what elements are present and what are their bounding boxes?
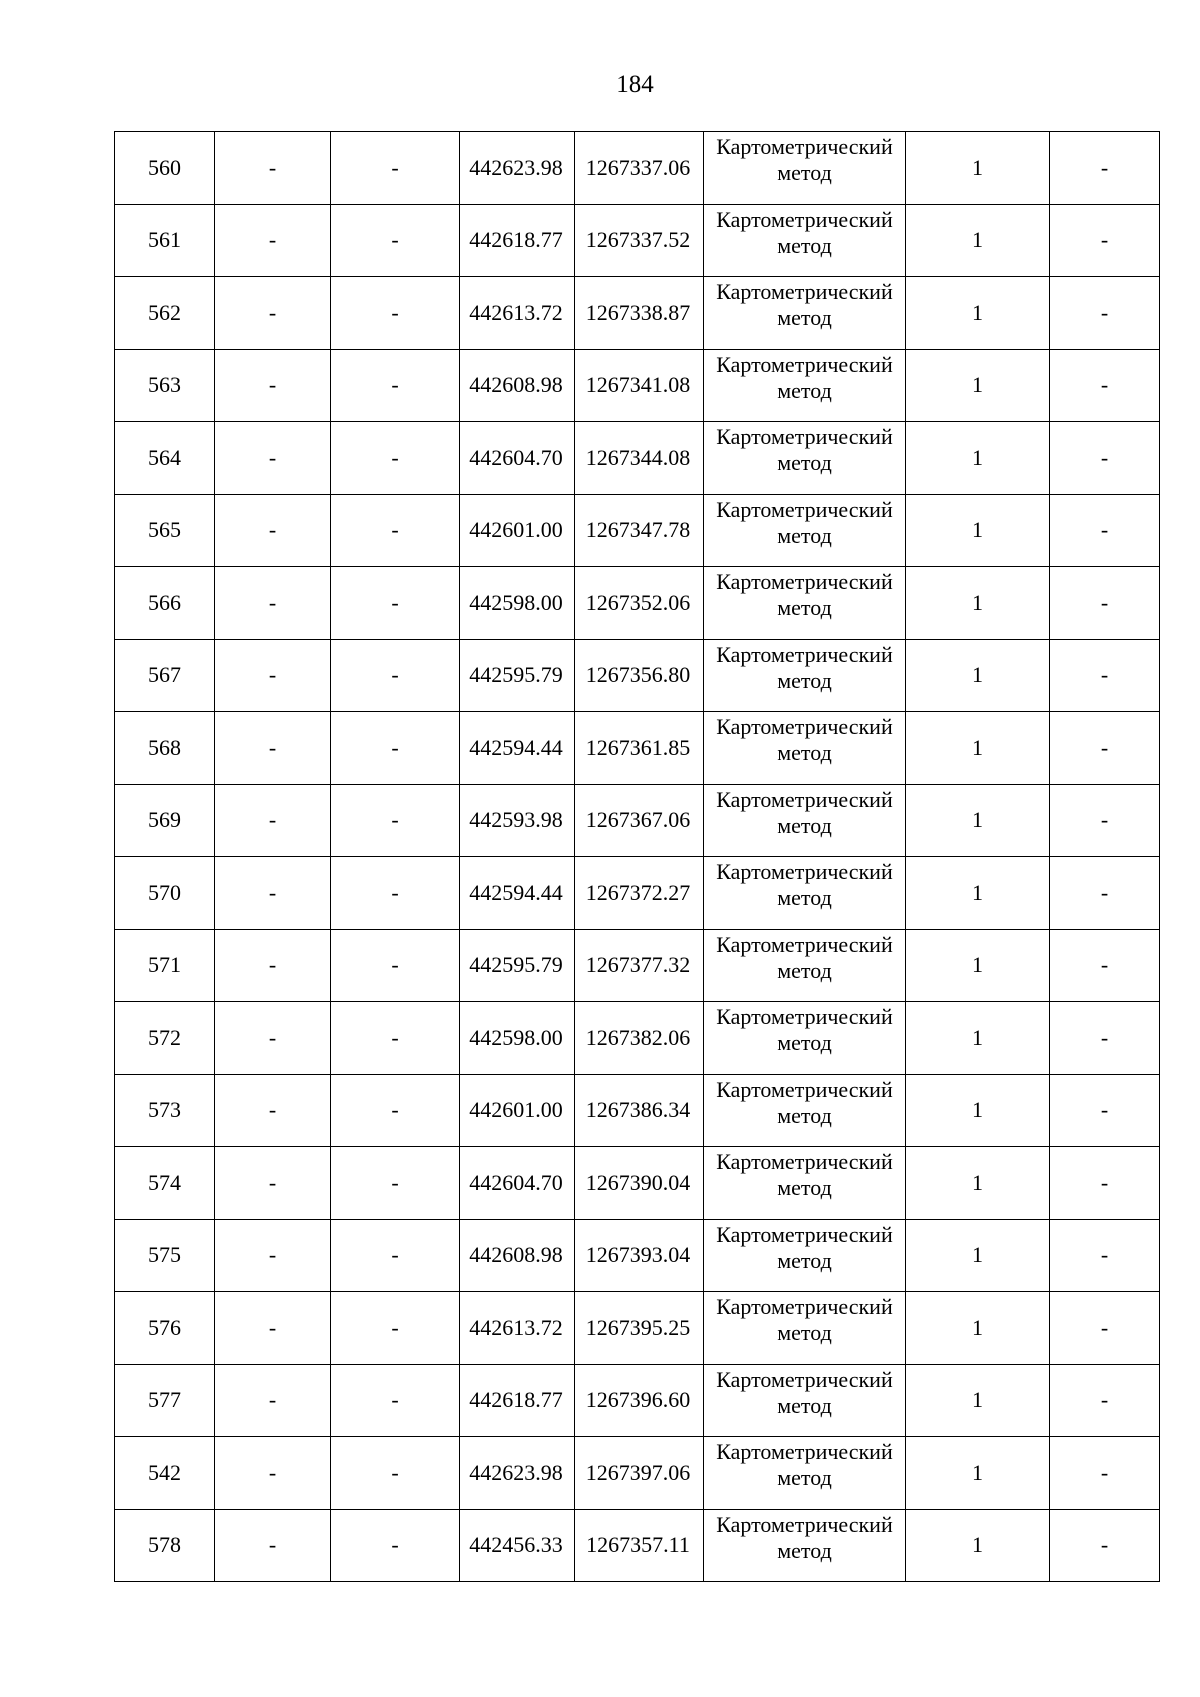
cell-x-coordinate: 442623.98 (460, 1437, 575, 1510)
cell-y-coordinate: 1267386.34 (575, 1074, 704, 1147)
cell-col3: - (331, 712, 460, 785)
cell-col2: - (215, 1219, 331, 1292)
cell-accuracy: 1 (906, 204, 1050, 277)
cell-col3: - (331, 929, 460, 1002)
method-line-1: Картометрический (716, 859, 893, 884)
cell-accuracy: 1 (906, 857, 1050, 930)
cell-col3: - (331, 1219, 460, 1292)
cell-col3: - (331, 349, 460, 422)
method-line-1: Картометрический (716, 134, 893, 159)
cell-note: - (1050, 1074, 1160, 1147)
cell-x-coordinate: 442623.98 (460, 132, 575, 205)
method-line-2: метод (777, 232, 832, 258)
method-line-1: Картометрический (716, 641, 893, 667)
cell-col3: - (331, 277, 460, 350)
cell-note: - (1050, 1509, 1160, 1582)
cell-point-number: 575 (115, 1219, 215, 1292)
cell-y-coordinate: 1267361.85 (575, 712, 704, 785)
method-line-1: Картометрический (716, 786, 893, 812)
method-line-2: метод (777, 740, 832, 765)
cell-col3: - (331, 422, 460, 495)
table-row (115, 1509, 1160, 1582)
cell-x-coordinate: 442598.00 (460, 1002, 575, 1075)
method-line-2: метод (777, 160, 832, 185)
cell-col3: - (331, 1437, 460, 1510)
cell-y-coordinate: 1267356.80 (575, 639, 704, 712)
method-line-2: метод (777, 305, 832, 330)
cell-accuracy: 1 (906, 1509, 1050, 1582)
method-line-1: Картометрический (716, 279, 893, 304)
cell-accuracy: 1 (906, 639, 1050, 712)
method-line-1: Картометрический (716, 424, 893, 449)
cell-method (704, 422, 906, 495)
cell-col2: - (215, 567, 331, 640)
method-line-1: Картометрический (716, 569, 893, 594)
cell-method (704, 1219, 906, 1292)
cell-col2: - (215, 204, 331, 277)
cell-note: - (1050, 1292, 1160, 1365)
cell-x-coordinate: 442608.98 (460, 349, 575, 422)
cell-y-coordinate: 1267372.27 (575, 857, 704, 930)
cell-y-coordinate: 1267337.06 (575, 132, 704, 205)
cell-x-coordinate: 442613.72 (460, 277, 575, 350)
cell-method (704, 1364, 906, 1437)
method-line-1: Картометрический (716, 496, 893, 522)
cell-method (704, 1437, 906, 1510)
cell-note: - (1050, 132, 1160, 205)
table-row (115, 132, 1160, 205)
cell-note: - (1050, 567, 1160, 640)
cell-y-coordinate: 1267397.06 (575, 1437, 704, 1510)
cell-accuracy: 1 (906, 277, 1050, 350)
cell-y-coordinate: 1267338.87 (575, 277, 704, 350)
cell-note: - (1050, 1147, 1160, 1220)
cell-x-coordinate: 442604.70 (460, 422, 575, 495)
table-row (115, 349, 1160, 422)
cell-note: - (1050, 1437, 1160, 1510)
table-body (115, 132, 1160, 1582)
method-line-1: Картометрический (716, 1294, 893, 1319)
table-row (115, 204, 1160, 277)
cell-col2: - (215, 639, 331, 712)
cell-x-coordinate: 442613.72 (460, 1292, 575, 1365)
cell-note: - (1050, 857, 1160, 930)
cell-accuracy: 1 (906, 132, 1050, 205)
table-row (115, 1292, 1160, 1365)
method-line-2: метод (777, 1320, 832, 1345)
cell-note: - (1050, 349, 1160, 422)
cell-x-coordinate: 442618.77 (460, 204, 575, 277)
table-row (115, 857, 1160, 930)
cell-x-coordinate: 442608.98 (460, 1219, 575, 1292)
cell-col3: - (331, 1509, 460, 1582)
cell-col2: - (215, 277, 331, 350)
cell-point-number: 563 (115, 349, 215, 422)
cell-y-coordinate: 1267396.60 (575, 1364, 704, 1437)
table-row (115, 1002, 1160, 1075)
cell-method (704, 857, 906, 930)
cell-col2: - (215, 929, 331, 1002)
cell-method (704, 567, 906, 640)
cell-x-coordinate: 442594.44 (460, 857, 575, 930)
cell-col2: - (215, 1147, 331, 1220)
cell-method (704, 784, 906, 857)
cell-method (704, 1509, 906, 1582)
cell-method (704, 132, 906, 205)
cell-col3: - (331, 494, 460, 567)
cell-col3: - (331, 1002, 460, 1075)
cell-y-coordinate: 1267382.06 (575, 1002, 704, 1075)
method-line-1: Картометрический (716, 714, 893, 739)
cell-y-coordinate: 1267352.06 (575, 567, 704, 640)
cell-accuracy: 1 (906, 349, 1050, 422)
cell-y-coordinate: 1267347.78 (575, 494, 704, 567)
cell-point-number: 572 (115, 1002, 215, 1075)
method-line-2: метод (777, 1537, 832, 1563)
method-line-1: Картометрический (716, 1149, 893, 1174)
table-row (115, 1147, 1160, 1220)
cell-note: - (1050, 1219, 1160, 1292)
cell-x-coordinate: 442604.70 (460, 1147, 575, 1220)
cell-col2: - (215, 1002, 331, 1075)
cell-x-coordinate: 442456.33 (460, 1509, 575, 1582)
method-line-2: метод (777, 1102, 832, 1128)
cell-point-number: 542 (115, 1437, 215, 1510)
cell-note: - (1050, 277, 1160, 350)
cell-accuracy: 1 (906, 1437, 1050, 1510)
cell-point-number: 566 (115, 567, 215, 640)
table-row (115, 712, 1160, 785)
cell-accuracy: 1 (906, 1292, 1050, 1365)
method-line-1: Картометрический (716, 351, 893, 377)
table-row (115, 639, 1160, 712)
method-line-1: Картометрический (716, 1004, 893, 1029)
cell-point-number: 564 (115, 422, 215, 495)
cell-point-number: 560 (115, 132, 215, 205)
cell-note: - (1050, 494, 1160, 567)
cell-method (704, 349, 906, 422)
coordinates-table (114, 131, 1160, 1582)
cell-point-number: 562 (115, 277, 215, 350)
cell-col3: - (331, 204, 460, 277)
method-line-2: метод (777, 1030, 832, 1055)
cell-col3: - (331, 1292, 460, 1365)
method-line-2: метод (777, 1175, 832, 1200)
cell-col2: - (215, 132, 331, 205)
cell-point-number: 577 (115, 1364, 215, 1437)
cell-col2: - (215, 857, 331, 930)
cell-method (704, 1002, 906, 1075)
cell-y-coordinate: 1267341.08 (575, 349, 704, 422)
cell-accuracy: 1 (906, 784, 1050, 857)
method-line-1: Картометрический (716, 1076, 893, 1102)
cell-col2: - (215, 1437, 331, 1510)
cell-method (704, 204, 906, 277)
cell-point-number: 561 (115, 204, 215, 277)
cell-accuracy: 1 (906, 1074, 1050, 1147)
cell-y-coordinate: 1267344.08 (575, 422, 704, 495)
table-row (115, 1074, 1160, 1147)
table-row (115, 422, 1160, 495)
cell-note: - (1050, 712, 1160, 785)
cell-col2: - (215, 1364, 331, 1437)
cell-point-number: 569 (115, 784, 215, 857)
page-number: 184 (616, 71, 654, 98)
cell-col3: - (331, 639, 460, 712)
cell-method (704, 494, 906, 567)
cell-note: - (1050, 639, 1160, 712)
cell-y-coordinate: 1267390.04 (575, 1147, 704, 1220)
cell-accuracy: 1 (906, 422, 1050, 495)
cell-accuracy: 1 (906, 929, 1050, 1002)
method-line-2: метод (777, 1465, 832, 1490)
cell-point-number: 570 (115, 857, 215, 930)
method-line-1: Картометрический (716, 1221, 893, 1247)
table-row (115, 1437, 1160, 1510)
method-line-1: Картометрический (716, 1511, 893, 1537)
cell-accuracy: 1 (906, 712, 1050, 785)
cell-x-coordinate: 442595.79 (460, 639, 575, 712)
method-line-2: метод (777, 812, 832, 838)
cell-point-number: 568 (115, 712, 215, 785)
method-line-2: метод (777, 377, 832, 403)
cell-point-number: 574 (115, 1147, 215, 1220)
table-row (115, 567, 1160, 640)
cell-note: - (1050, 929, 1160, 1002)
cell-point-number: 567 (115, 639, 215, 712)
cell-note: - (1050, 204, 1160, 277)
method-line-1: Картометрический (716, 206, 893, 232)
cell-accuracy: 1 (906, 1219, 1050, 1292)
table-row (115, 494, 1160, 567)
method-line-1: Картометрический (716, 931, 893, 957)
cell-note: - (1050, 1364, 1160, 1437)
cell-col3: - (331, 1074, 460, 1147)
cell-col3: - (331, 1147, 460, 1220)
cell-y-coordinate: 1267395.25 (575, 1292, 704, 1365)
table-row (115, 1219, 1160, 1292)
cell-accuracy: 1 (906, 1002, 1050, 1075)
cell-point-number: 573 (115, 1074, 215, 1147)
cell-col2: - (215, 422, 331, 495)
cell-col3: - (331, 857, 460, 930)
cell-y-coordinate: 1267377.32 (575, 929, 704, 1002)
cell-y-coordinate: 1267393.04 (575, 1219, 704, 1292)
cell-method (704, 1074, 906, 1147)
cell-accuracy: 1 (906, 494, 1050, 567)
cell-method (704, 712, 906, 785)
cell-col3: - (331, 132, 460, 205)
cell-col2: - (215, 784, 331, 857)
table-row (115, 784, 1160, 857)
cell-col3: - (331, 1364, 460, 1437)
cell-note: - (1050, 422, 1160, 495)
cell-method (704, 929, 906, 1002)
cell-y-coordinate: 1267367.06 (575, 784, 704, 857)
cell-note: - (1050, 1002, 1160, 1075)
cell-x-coordinate: 442594.44 (460, 712, 575, 785)
method-line-2: метод (777, 957, 832, 983)
table-row (115, 929, 1160, 1002)
method-line-2: метод (777, 450, 832, 475)
method-line-2: метод (777, 595, 832, 620)
cell-x-coordinate: 442601.00 (460, 1074, 575, 1147)
cell-accuracy: 1 (906, 1364, 1050, 1437)
cell-x-coordinate: 442618.77 (460, 1364, 575, 1437)
method-line-2: метод (777, 667, 832, 693)
cell-col2: - (215, 712, 331, 785)
method-line-2: метод (777, 1247, 832, 1273)
cell-method (704, 639, 906, 712)
method-line-1: Картометрический (716, 1366, 893, 1392)
cell-x-coordinate: 442593.98 (460, 784, 575, 857)
cell-x-coordinate: 442601.00 (460, 494, 575, 567)
cell-method (704, 1147, 906, 1220)
cell-method (704, 277, 906, 350)
table-row (115, 277, 1160, 350)
method-line-1: Картометрический (716, 1439, 893, 1464)
cell-note: - (1050, 784, 1160, 857)
cell-point-number: 571 (115, 929, 215, 1002)
cell-col2: - (215, 1074, 331, 1147)
cell-col2: - (215, 1292, 331, 1365)
cell-point-number: 565 (115, 494, 215, 567)
cell-x-coordinate: 442595.79 (460, 929, 575, 1002)
cell-y-coordinate: 1267337.52 (575, 204, 704, 277)
method-line-2: метод (777, 885, 832, 910)
cell-point-number: 576 (115, 1292, 215, 1365)
cell-col3: - (331, 567, 460, 640)
cell-y-coordinate: 1267357.11 (575, 1509, 704, 1582)
method-line-2: метод (777, 522, 832, 548)
table-row (115, 1364, 1160, 1437)
method-line-2: метод (777, 1392, 832, 1418)
cell-point-number: 578 (115, 1509, 215, 1582)
cell-col2: - (215, 349, 331, 422)
cell-col3: - (331, 784, 460, 857)
cell-col2: - (215, 1509, 331, 1582)
cell-col2: - (215, 494, 331, 567)
cell-method (704, 1292, 906, 1365)
cell-accuracy: 1 (906, 1147, 1050, 1220)
cell-accuracy: 1 (906, 567, 1050, 640)
cell-x-coordinate: 442598.00 (460, 567, 575, 640)
